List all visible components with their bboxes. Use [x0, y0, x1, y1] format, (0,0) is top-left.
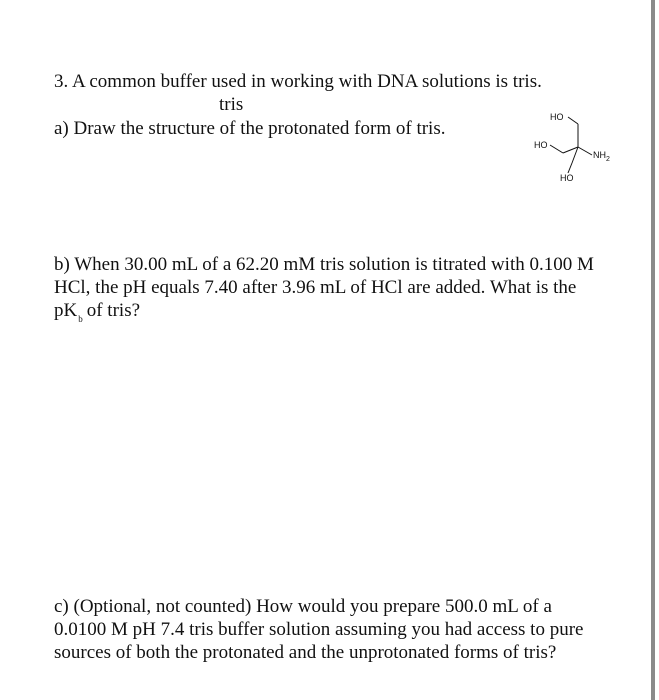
tris-structure-diagram — [520, 105, 640, 195]
part-a-text: a) Draw the structure of the protonated form of tris. — [54, 118, 446, 139]
amine-label: $NH_2$ — [593, 150, 610, 163]
part-b-line-3 — [54, 299, 140, 325]
page-right-border — [651, 0, 655, 700]
molecule-name-label: tris — [219, 94, 244, 115]
pk-symbol: pK — [54, 300, 78, 321]
pk-suffix: of tris? — [86, 300, 141, 321]
question-heading: 3. A common buffer used in working with DNA solutions is tris. — [54, 71, 542, 92]
ho-left-label: HO — [534, 140, 548, 150]
part-c-line-1: c) (Optional, not counted) How would you prepare 500.0 mL of a — [54, 596, 552, 617]
ho-top-label: HO — [550, 112, 564, 122]
ho-bottom-label: HO — [560, 173, 574, 183]
pk-subscript: b — [78, 314, 83, 324]
part-b-line-2: HCl, the pH equals 7.40 after 3.96 mL of HCl are added. What is the — [54, 277, 577, 298]
part-c-line-2: 0.0100 M pH 7.4 tris buffer solution assuming you had access to pure — [54, 619, 584, 640]
part-c-line-3: sources of both the protonated and the unprotonated forms of tris? — [54, 642, 557, 663]
part-b-line-1: b) When 30.00 mL of a 62.20 mM tris solution is titrated with 0.100 M — [54, 254, 594, 275]
